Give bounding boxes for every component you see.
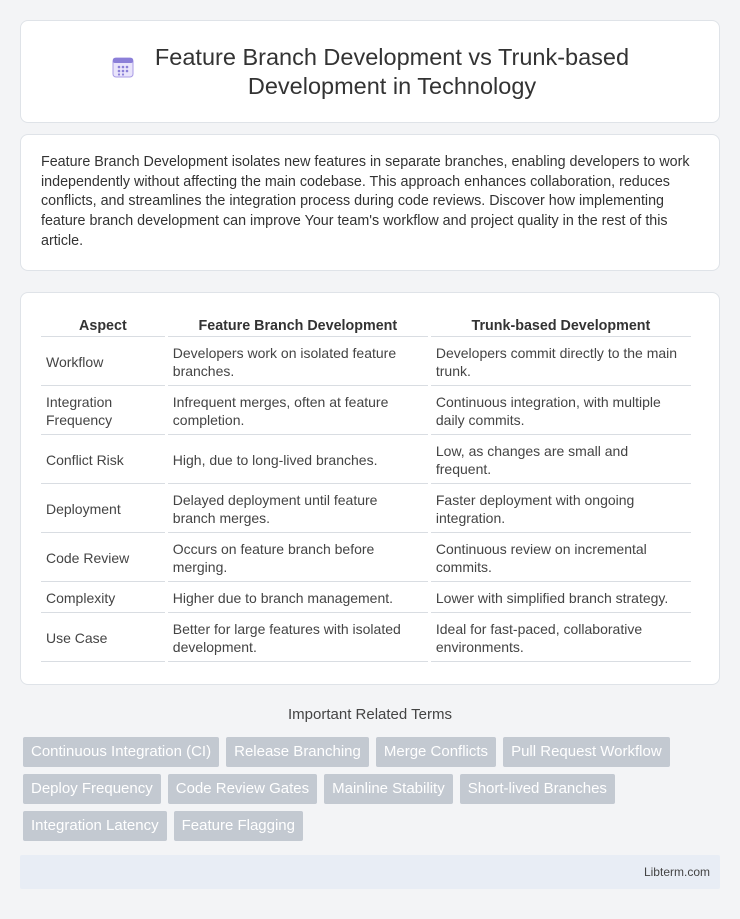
calendar-grid-icon xyxy=(111,55,135,79)
cell-aspect: Integration Frequency xyxy=(41,386,165,435)
cell-aspect: Code Review xyxy=(41,533,165,582)
related-term-tag[interactable]: Deploy Frequency xyxy=(23,774,161,804)
cell-feature-branch: Better for large features with isolated development. xyxy=(168,613,428,662)
related-term-tag[interactable]: Feature Flagging xyxy=(174,811,303,841)
related-term-tag[interactable]: Pull Request Workflow xyxy=(503,737,670,767)
footer xyxy=(20,855,720,889)
cell-aspect: Conflict Risk xyxy=(41,435,165,484)
related-term-tag[interactable]: Integration Latency xyxy=(23,811,167,841)
related-term-tag[interactable]: Code Review Gates xyxy=(168,774,317,804)
footer-site-link[interactable]: Libterm.com xyxy=(643,865,710,879)
header xyxy=(111,43,629,101)
table-row xyxy=(41,337,691,386)
related-terms-title: Important Related Terms xyxy=(288,706,452,723)
page-title-line1: Feature Branch Development vs Trunk-based xyxy=(154,43,630,70)
cell-feature-branch: Higher due to branch management. xyxy=(168,582,428,613)
page-title xyxy=(155,43,629,101)
cell-aspect: Workflow xyxy=(41,337,165,386)
related-term-tag[interactable]: Continuous Integration (CI) xyxy=(23,737,219,767)
related-term-tag[interactable]: Release Branching xyxy=(226,737,369,767)
related-term-tag[interactable]: Merge Conflicts xyxy=(376,737,496,767)
cell-trunk-based: Developers commit directly to the main trunk. xyxy=(431,337,691,386)
table-row xyxy=(41,533,691,582)
cell-trunk-based: Faster deployment with ongoing integration. xyxy=(431,484,691,533)
cell-trunk-based: Continuous review on incremental commits. xyxy=(431,533,691,582)
cell-aspect: Use Case xyxy=(41,613,165,662)
cell-feature-branch: Delayed deployment until feature branch merges. xyxy=(168,484,428,533)
table-header-row xyxy=(41,311,691,337)
table-row xyxy=(41,435,691,484)
related-term-tag[interactable]: Short-lived Branches xyxy=(460,774,615,804)
comparison-card xyxy=(20,292,720,685)
related-term-tag[interactable]: Mainline Stability xyxy=(324,774,453,804)
table-row xyxy=(41,386,691,435)
table-row xyxy=(41,613,691,662)
cell-trunk-based: Continuous integration, with multiple daily commits. xyxy=(431,386,691,435)
header-aspect: Aspect xyxy=(41,311,165,337)
cell-feature-branch: Developers work on isolated feature branches. xyxy=(168,337,428,386)
header-feature-branch: Feature Branch Development xyxy=(168,311,428,337)
cell-trunk-based: Ideal for fast-paced, collaborative environments. xyxy=(431,613,691,662)
header-trunk-based: Trunk-based Development xyxy=(431,311,691,337)
comparison-table xyxy=(38,311,694,662)
cell-aspect: Complexity xyxy=(41,582,165,613)
page-title-line2: Development in Technology xyxy=(247,72,537,99)
cell-aspect: Deployment xyxy=(41,484,165,533)
cell-trunk-based: Low, as changes are small and frequent. xyxy=(431,435,691,484)
cell-trunk-based: Lower with simplified branch strategy. xyxy=(431,582,691,613)
cell-feature-branch: Infrequent merges, often at feature completion. xyxy=(168,386,428,435)
intro-paragraph: Feature Branch Development isolates new features in separate branches, enabling developers to work independently without affecting the main codebase. This approach enhances collaboration, reduces conflicts, and streamlines the integration process during code reviews. Discover how implementing feature branch development can improve Your team's workflow and project quality in the rest of this article. xyxy=(41,154,690,249)
cell-feature-branch: Occurs on feature branch before merging. xyxy=(168,533,428,582)
header-card xyxy=(20,20,720,123)
table-row xyxy=(41,484,691,533)
table-row xyxy=(41,582,691,613)
related-terms-list xyxy=(23,737,723,848)
intro-card xyxy=(20,134,720,271)
cell-feature-branch: High, due to long-lived branches. xyxy=(168,435,428,484)
